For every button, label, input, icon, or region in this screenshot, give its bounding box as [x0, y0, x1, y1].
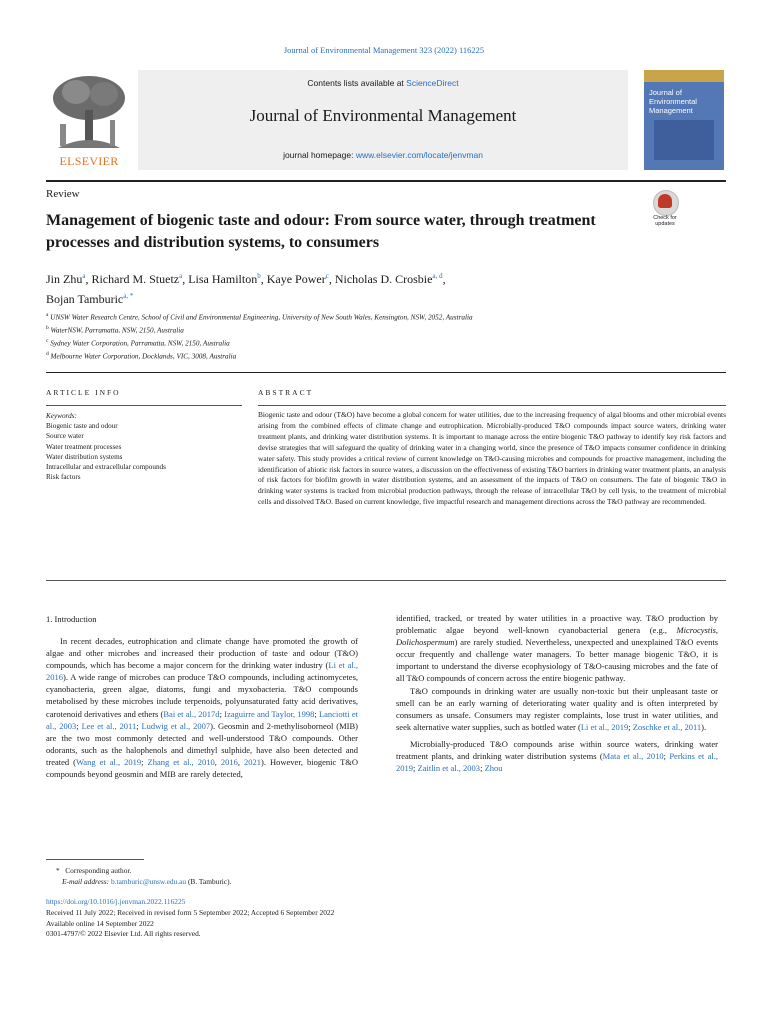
footnote-rule: [46, 859, 144, 860]
homepage-line: journal homepage: www.elsevier.com/locate/jenvman: [283, 150, 483, 160]
section-rule: [46, 372, 726, 373]
check-for-updates-badge[interactable]: [648, 190, 682, 230]
author-affiliation-mark[interactable]: a, *: [123, 292, 134, 300]
received-dates: Received 11 July 2022; Received in revised form 5 September 2022; Accepted 6 September 2022: [46, 907, 335, 917]
citation-link[interactable]: 2016: [220, 756, 238, 767]
author-name[interactable]: Bojan Tamburic: [46, 292, 124, 306]
intro-paragraph-2: T&O compounds in drinking water are usually non-toxic but their unpleasant taste or smell can be an early warning of deteriorating water quality and is often interpreted by consumers as unsafe. Consumers may register complaints, lose trust in water utilities, and seek alternative water supplies, such as bottled water (Li et al., 2019; Zoschke et al., 2011).: [396, 685, 718, 732]
intro-paragraph-1-cont: identified, tracked, or treated by water utilities in a proactive way. T&O production by problematic algae beyond well-known cyanobacterial genera (e.g., Microcystis, Dolichospermum) are rarely studied. Nevertheless, unexpected and unexplained T&O events occur frequently and challenge water managers. To better manage biogenic T&O, it is important to understand the diverse ecophysiology of T&O-causing microbes and the fate of all T&O compounds of concern across the entire biogenic pathway.: [396, 613, 718, 684]
intro-paragraph-1: In recent decades, eutrophication and climate change have promoted the growth of algae and other microbes and increased their production of taste and odour (T&O) compounds, which has become a major concern for the drinking water industry (Li et al., 2016). A wide range of microbes can produce T&O compounds, including actinomycetes, cyanobacteria, green algae, diatoms, fungi and myxobacteria. T&O compounds metabolised by these microbes include terpenoids, polyunsaturated fatty acid derivatives, carotenoid derivatives and ethers (Bai et al., 2017d; Izaguirre and Taylor, 1998; Lanciotti et al., 2003; Lee et al., 2011; Ludwig et al., 2007). Geosmin and 2-methylisoborneol (MIB) are the two most commonly detected and well-understood T&O compounds. Other odorants, such as the halophenols and dimethyl sulphide, have also been detected and treated (Wang et al., 2019; Zhang et al., 2010, 2016, 2021). However, biogenic T&O compounds beyond geosmin and MIB are rarely detected,: [46, 636, 359, 780]
affiliation-item: $^b$ WaterNSW, Parramatta, NSW, 2150, Australia: [46, 324, 184, 335]
journal-header-box: [138, 70, 628, 170]
journal-reference[interactable]: Journal of Environmental Management 323 (2022) 116225: [283, 45, 485, 55]
author-affiliation-mark[interactable]: c: [325, 272, 329, 280]
citation-link[interactable]: Mata et al., 2010: [602, 751, 664, 762]
citation-link[interactable]: 2021: [244, 756, 262, 767]
keyword-item: Risk factors: [46, 473, 81, 482]
body-column-right: [396, 612, 718, 774]
abstract-text: Biogenic taste and odour (T&O) have become a global concern for water utilities, due to the increasing frequency of algal blooms and other microbial events arising from the combined effects of climate change and eutrophication. Microbially-produced T&O compounds impact source waters, drinking water treatment plants, and drinking water distribution systems. It is important to manage across the entire biogenic T&O pathway to identify key risk factors and devise strategies that will safeguard the quality of drinking water in a changing world, since the presence of T&O impacts consumer confidence in drinking water safety. This study provides a critical review of current knowledge on T&O-causing microbes and compounds for proactive management, including the identification of abiotic risk factors in source waters, a discussion on the effectiveness of existing T&O barriers in drinking water treatment plants, an analysis of risk factors for biofilm growth in water distribution systems, and an assessment of the impacts of T&O on consumers. The fate of biogenic T&O in drinking water systems is tracked from microbial production pathways, through the release of intracellular T&O by cell lysis, to the treatment of microbial cells and dissolved T&O. Based on current knowledge, five impactful research and management directions across the T&O pathway are recommended.: [258, 410, 726, 507]
citation-link[interactable]: Zoschke et al., 2011: [632, 721, 702, 732]
article-title: Management of biogenic taste and odour: From source water, through treatment processes and distribution systems, to consumers: [46, 212, 596, 251]
keyword-item: Intracellular and extracellular compounds: [46, 463, 166, 472]
contents-line: Contents lists available at ScienceDirect: [307, 78, 459, 88]
available-online: Available online 14 September 2022: [46, 918, 154, 928]
keyword-item: Source water: [46, 432, 84, 441]
journal-cover-thumbnail[interactable]: [644, 70, 724, 170]
keyword-item: Water distribution systems: [46, 452, 123, 461]
elsevier-tree-logo: [46, 70, 132, 166]
affiliation-item: $^a$ UNSW Water Research Centre, School of Civil and Environmental Engineering, University of New South Wales, Kensington, NSW, 2052, Australia: [46, 312, 473, 322]
author-list: Jin Zhu$^a$, Richard M. Stuetz$^a$, Lisa Hamilton$^b$, Kaye Power$^c$, Nicholas D. Crosbie$^{a, d}$, Bojan Tamburic$^{a, *}$: [46, 272, 446, 306]
citation-link[interactable]: Bai et al., 2017d: [163, 708, 220, 719]
citation-link[interactable]: Zhang et al., 2010: [147, 756, 215, 767]
citation-link[interactable]: Lanciotti et al., 2003: [46, 708, 358, 731]
affiliations: [46, 310, 726, 362]
citation-link[interactable]: Zhou: [484, 763, 503, 774]
introduction-heading: 1. Introduction: [46, 614, 97, 624]
article-info-heading: ARTICLE INFO: [46, 388, 121, 397]
keywords-label: Keywords:: [46, 412, 77, 420]
bookmark-icon: [658, 194, 672, 208]
citation-link[interactable]: Lee et al., 2011: [81, 720, 137, 731]
email-note: E-mail address: b.tamburic@unsw.edu.au (B. Tamburic).: [62, 876, 232, 886]
author-name[interactable]: Jin Zhu: [46, 272, 83, 286]
journal-title: Journal of Environmental Management: [249, 106, 517, 125]
journal-homepage-link[interactable]: www.elsevier.com/locate/jenvman: [355, 150, 483, 160]
sciencedirect-link[interactable]: ScienceDirect: [406, 78, 459, 88]
citation-link[interactable]: Zaitlin et al., 2003: [417, 763, 481, 774]
keywords-list: [46, 421, 246, 482]
masthead: [46, 70, 726, 176]
affiliation-item: $^c$ Sydney Water Corporation, Parramatta, NSW, 2150, Australia: [46, 337, 230, 348]
header-rule: [46, 180, 726, 182]
publication-info: [46, 897, 546, 940]
citation-link[interactable]: Ludwig et al., 2007: [141, 720, 211, 731]
citation-link[interactable]: Perkins et al., 2019: [396, 751, 718, 774]
author-affiliation-mark[interactable]: a: [179, 272, 183, 280]
citation-link[interactable]: Li et al., 2019: [580, 721, 629, 732]
author-name[interactable]: Lisa Hamilton: [188, 272, 258, 286]
cover-title: Journal of Environmental Management: [649, 88, 697, 115]
copyright: 0301-4797/© 2022 Elsevier Ltd. All rights reserved.: [46, 929, 201, 939]
citation-link[interactable]: Izaguirre and Taylor, 1998: [224, 708, 315, 719]
citation-link[interactable]: Wang et al., 2019: [75, 756, 142, 767]
footnotes: [46, 866, 446, 887]
keyword-item: Water treatment processes: [46, 442, 122, 451]
article-type: Review: [46, 188, 80, 200]
citation-link[interactable]: Li et al., 2016: [46, 660, 359, 683]
affiliation-item: $^d$ Melbourne Water Corporation, Docklands, VIC, 3008, Australia: [46, 350, 237, 361]
abstract-rule: [258, 405, 726, 406]
author-affiliation-mark[interactable]: a, d: [432, 272, 443, 280]
author-affiliation-mark[interactable]: b: [257, 272, 261, 280]
publisher-wordmark: ELSEVIER: [59, 154, 119, 168]
corresponding-note: * Corresponding author.: [56, 866, 132, 875]
author-name[interactable]: Richard M. Stuetz: [91, 272, 180, 286]
author-name[interactable]: Kaye Power: [266, 272, 326, 286]
body-column-left: [46, 635, 358, 780]
keyword-item: Biogenic taste and odour: [46, 422, 118, 431]
article-info-rule: [46, 405, 242, 406]
doi-link[interactable]: https://doi.org/10.1016/j.jenvman.2022.116225: [46, 897, 186, 906]
author-affiliation-mark[interactable]: a: [82, 272, 86, 280]
abstract-end-rule: [46, 580, 726, 581]
author-name[interactable]: Nicholas D. Crosbie: [334, 272, 433, 286]
intro-paragraph-3: Microbially-produced T&O compounds arise within source waters, drinking water treatment plants, and drinking water distribution systems (Mata et al., 2010; Perkins et al., 2019; Zaitlin et al., 2003; Zhou: [396, 738, 718, 774]
author-email-link[interactable]: b.tamburic@unsw.edu.au: [111, 876, 187, 886]
crossmark-label: Check for updates: [653, 215, 677, 227]
abstract-heading: ABSTRACT: [258, 388, 314, 397]
keywords-block: [46, 411, 246, 482]
